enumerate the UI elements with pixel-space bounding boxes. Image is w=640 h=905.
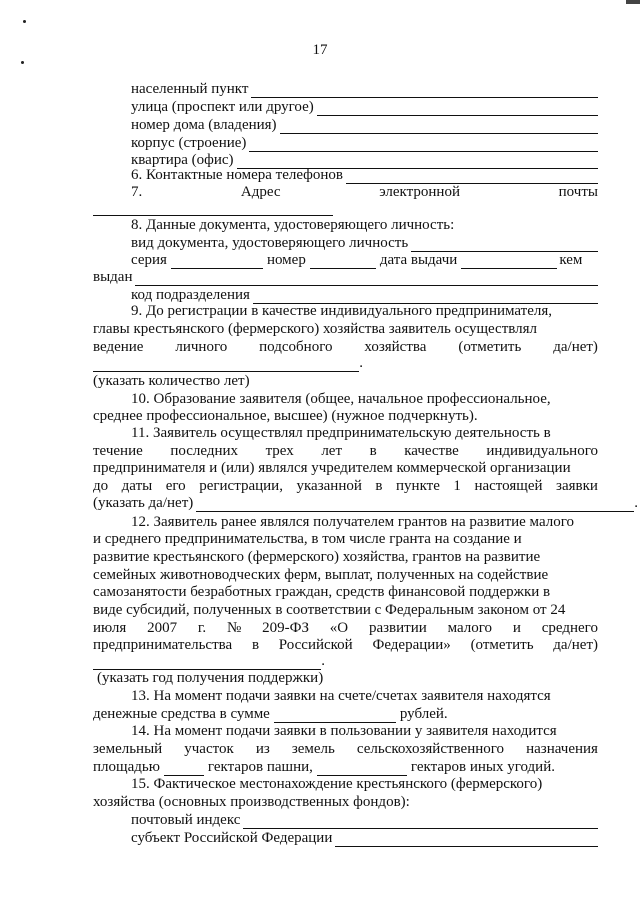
item12-line6: виде субсидий, полученных в соответствии с Федеральным законом от 24 bbox=[93, 602, 566, 618]
word: ведение bbox=[93, 339, 144, 355]
word: Федерации» bbox=[372, 637, 451, 653]
item12-line2: и среднего предпринимательства, в том числе гранта на создание и bbox=[93, 531, 522, 547]
item14-line3: площадью гектаров пашни, гектаров иных угодий. bbox=[93, 759, 555, 775]
word: предпринимательства bbox=[93, 637, 233, 653]
item11-line2 bbox=[93, 442, 598, 460]
item12-year-blank: . bbox=[93, 652, 325, 670]
postal-code-field: почтовый индекс bbox=[131, 811, 598, 829]
word: развитии bbox=[368, 620, 427, 636]
word: личного bbox=[175, 339, 228, 355]
word: 1 bbox=[453, 478, 461, 494]
item12-line7 bbox=[93, 619, 598, 637]
item10-line2: среднее профессиональное, высшее) (нужное подчеркнуть). bbox=[93, 408, 478, 424]
house-field: номер дома (владения) bbox=[131, 116, 598, 134]
word: 2007 bbox=[147, 620, 178, 636]
doc-series-line: серия номер дата выдачи кем bbox=[131, 252, 583, 268]
word: регистрации, bbox=[199, 478, 283, 494]
item9-years-blank: . bbox=[93, 354, 363, 372]
word: его bbox=[165, 478, 186, 494]
word: хозяйства bbox=[364, 339, 427, 355]
word: пункте bbox=[396, 478, 440, 494]
word: трех bbox=[265, 443, 294, 459]
word: подсобного bbox=[259, 339, 333, 355]
region-field: субъект Российской Федерации bbox=[131, 829, 598, 847]
email-blank bbox=[93, 198, 333, 216]
item14-line1: 14. На момент подачи заявки в пользовании у заявителя находится bbox=[131, 723, 557, 739]
word: сельскохозяйственного bbox=[356, 741, 505, 757]
word: «О bbox=[329, 620, 349, 636]
email-label: 7. Адрес электронной почты bbox=[131, 184, 598, 200]
word: настоящей bbox=[474, 478, 543, 494]
scan-artifact bbox=[626, 0, 640, 4]
word: июля bbox=[93, 620, 127, 636]
item12-line4: семейных животноводческих ферм, выплат, полученных на содействие bbox=[93, 567, 549, 583]
word: индивидуального bbox=[486, 443, 598, 459]
item14-line2 bbox=[93, 740, 598, 758]
word: г. bbox=[197, 620, 207, 636]
word: последних bbox=[170, 443, 239, 459]
item12-line5: самозанятости безработных граждан, средств финансовой поддержки в bbox=[93, 584, 551, 600]
building-field: корпус (строение) bbox=[131, 134, 598, 152]
item10-line1: 10. Образование заявителя (общее, начальное профессиональное, bbox=[131, 391, 551, 407]
word: до bbox=[93, 478, 109, 494]
item12-note: (указать год получения поддержки) bbox=[97, 670, 324, 686]
word: и bbox=[512, 620, 521, 636]
page-number: 17 bbox=[312, 42, 328, 58]
phone-field: 6. Контактные номера телефонов bbox=[131, 166, 598, 184]
item9-line1: 9. До регистрации в качестве индивидуального предпринимателя, bbox=[131, 303, 553, 319]
locality-field: населенный пункт bbox=[131, 80, 598, 98]
word: 209-ФЗ bbox=[262, 620, 309, 636]
word: даты bbox=[121, 478, 153, 494]
apartment-field: квартира (офис) bbox=[131, 151, 598, 169]
dept-code-field: код подразделения bbox=[131, 286, 598, 304]
word: среднего bbox=[541, 620, 598, 636]
item11-line5: (указать да/нет) . bbox=[93, 495, 638, 511]
word: да/нет) bbox=[553, 339, 598, 355]
word: Российской bbox=[278, 637, 353, 653]
item11-line1: 11. Заявитель осуществлял предпринимательскую деятельность в bbox=[131, 425, 551, 441]
item9-line2: главы крестьянского (фермерского) хозяйства заявитель осуществлял bbox=[93, 321, 538, 337]
item12-line3: развитие крестьянского (фермерского) хозяйства, грантов на развитие bbox=[93, 549, 541, 565]
word: назначения bbox=[526, 741, 598, 757]
item9-note: (указать количество лет) bbox=[93, 373, 250, 389]
scan-dot bbox=[23, 20, 26, 23]
word: в bbox=[251, 637, 260, 653]
item15-line2: хозяйства (основных производственных фондов): bbox=[93, 794, 410, 810]
street-field: улица (проспект или другое) bbox=[131, 98, 598, 116]
scan-dot bbox=[21, 61, 24, 64]
word: из bbox=[255, 741, 270, 757]
word: лет bbox=[321, 443, 343, 459]
item11-line3: предпринимателя и (или) являлся учредителем коммерческой организации bbox=[93, 460, 571, 476]
word: да/нет) bbox=[553, 637, 598, 653]
word: № bbox=[226, 620, 242, 636]
word: (отметить bbox=[458, 339, 522, 355]
item15-line1: 15. Фактическое местонахождение крестьянского (фермерского) bbox=[131, 776, 543, 792]
word: (отметить bbox=[470, 637, 534, 653]
word: участок bbox=[184, 741, 234, 757]
word: земель bbox=[291, 741, 335, 757]
word: указанной bbox=[296, 478, 362, 494]
item11-line4 bbox=[93, 477, 598, 495]
issued-by-field: выдан bbox=[93, 268, 598, 286]
doc-type-field: вид документа, удостоверяющего личность bbox=[131, 234, 598, 252]
word: течение bbox=[93, 443, 143, 459]
word: качестве bbox=[404, 443, 459, 459]
word: заявки bbox=[556, 478, 598, 494]
word: земельный bbox=[93, 741, 163, 757]
item13-line1: 13. На момент подачи заявки на счете/счетах заявителя находятся bbox=[131, 688, 551, 704]
item8-title: 8. Данные документа, удостоверяющего личность: bbox=[131, 217, 455, 233]
item13-line2: денежные средства в сумме рублей. bbox=[93, 706, 448, 722]
item12-line1: 12. Заявитель ранее являлся получателем грантов на развитие малого bbox=[131, 514, 574, 530]
word: малого bbox=[447, 620, 493, 636]
word: в bbox=[375, 478, 383, 494]
word: в bbox=[369, 443, 377, 459]
